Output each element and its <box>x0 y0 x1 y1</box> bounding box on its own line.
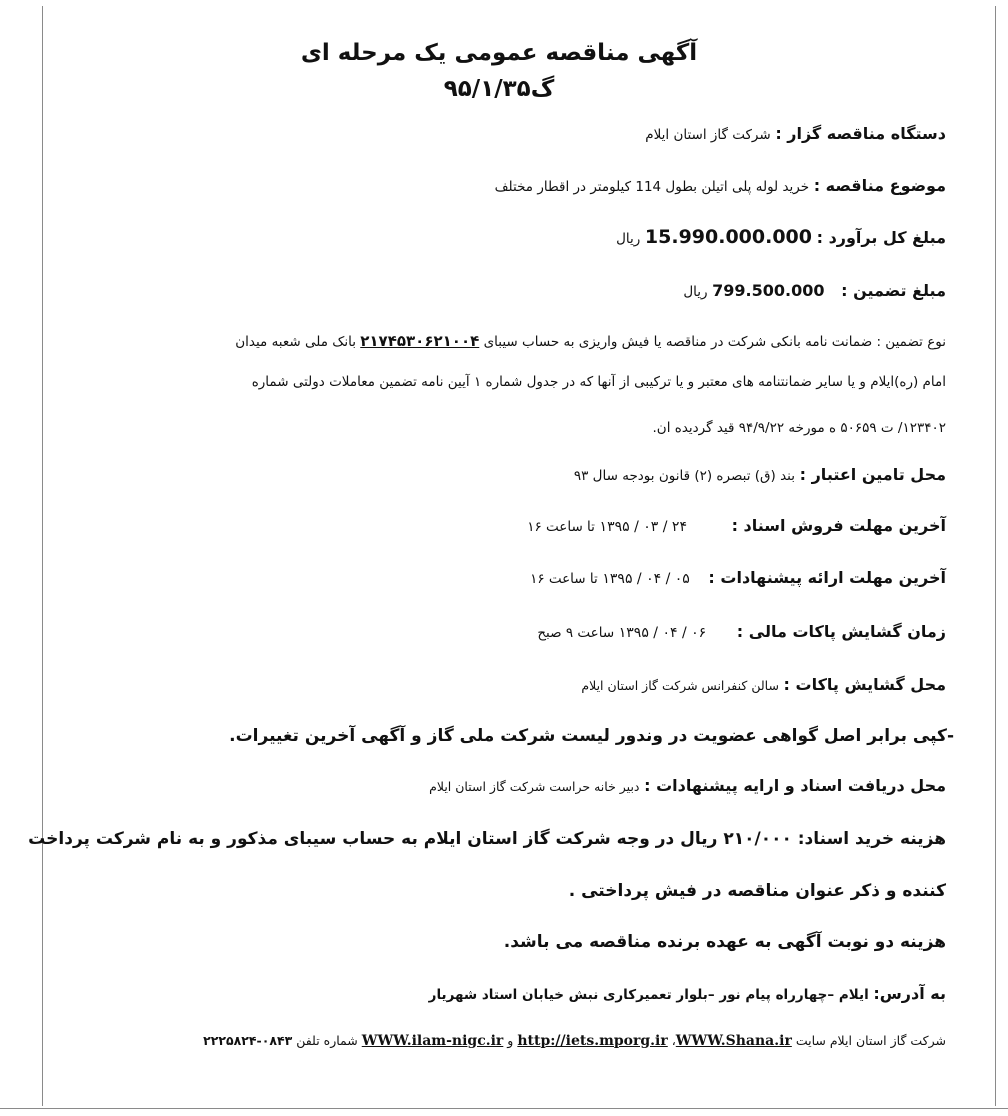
organizer-label: دستگاه مناقصه گزار : <box>775 124 946 143</box>
notice-number: گ۹۵/۱/۳۵ <box>443 76 555 102</box>
sale-deadline-row <box>52 518 946 535</box>
ad-cost: هزینه دو نوبت آگهی به عهده برنده مناقصه می باشد. <box>503 932 946 952</box>
offer-deadline-date: ۰۵ / ۰۴ / ۱۳۹۵ <box>602 571 690 587</box>
phone-label: شماره تلفن <box>296 1033 358 1048</box>
guarantee-type-text-a: نوع تضمین : ضمانت نامه بانکی شرکت در مناقصه یا فیش واریزی به حساب سیبای <box>483 334 946 350</box>
opening-time-date: ۰۶ / ۰۴ / ۱۳۹۵ <box>618 625 707 641</box>
funding-label: محل تامین اعتبار : <box>799 465 946 484</box>
subject-row <box>52 178 946 195</box>
address-value: ایلام –چهارراه پیام نور –بلوار تعمیرکاری نبش خیابان استاد شهریار <box>428 987 869 1003</box>
tender-notice <box>28 0 954 1100</box>
vendor-note: -کپی برابر اصل گواهی عضویت در وندور لیست شرکت ملی گاز و آگهی آخرین تغییرات. <box>229 726 954 746</box>
organizer-value: شرکت گاز استان ایلام <box>645 127 771 143</box>
offer-deadline-time: تا ساعت ۱۶ <box>530 571 598 587</box>
funding-value: بند (ق) تبصره (۲) قانون بودجه سال ۹۳ <box>573 468 796 484</box>
guarantee-label: مبلغ تضمین : <box>841 281 946 300</box>
offer-deadline-label: آخرین مهلت ارائه پیشنهادات : <box>708 568 946 587</box>
address-label: به آدرس: <box>873 984 946 1003</box>
subject-value: خرید لوله پلی اتیلن بطول 114 کیلومتر در اقطار مختلف <box>494 179 810 195</box>
guarantee-type-line1 <box>52 334 946 350</box>
opening-place-row <box>52 677 946 694</box>
document-cost-line1: هزینه خرید اسناد: ۲۱۰/۰۰۰ ریال در وجه شرکت گاز استان ایلام به حساب سیبای مذکور و به نام شرکت پرداخت <box>28 829 946 849</box>
bottom-rule <box>0 1108 1008 1109</box>
footer-and: و <box>507 1033 514 1048</box>
estimate-label: مبلغ کل برآورد : <box>816 228 946 247</box>
notice-title: آگهی مناقصه عمومی یک مرحله ای <box>300 40 698 66</box>
guarantee-type-line2: امام (ره)ایلام و یا سایر ضمانتنامه های معتبر و یا ترکیبی از آنها که در جدول شماره ۱ آیین نامه تضمین معاملات دولتی شماره <box>251 374 946 390</box>
sale-deadline-label: آخرین مهلت فروش اسناد : <box>731 516 946 535</box>
offer-deadline-row <box>52 570 946 587</box>
site-shana-link[interactable]: WWW.Shana.ir <box>675 1033 792 1049</box>
phone-number: ۰۸۴۳-۲۲۲۵۸۲۴ <box>203 1033 293 1048</box>
receipt-place-label: محل دریافت اسناد و ارایه پیشنهادات : <box>644 776 946 795</box>
funding-row <box>52 467 946 484</box>
guarantee-row <box>52 283 946 300</box>
guarantee-amount: 799.500.000 <box>712 281 825 300</box>
receipt-place-row <box>52 778 946 795</box>
sale-deadline-time: تا ساعت ۱۶ <box>527 519 595 535</box>
opening-time-row <box>52 624 946 641</box>
estimate-unit: ریال <box>616 231 641 247</box>
opening-place-value: سالن کنفرانس شرکت گاز استان ایلام <box>581 678 779 693</box>
footer-contact: شرکت گاز استان ایلام سایت WWW.Shana.ir، http://iets.mporg.ir و WWW.ilam-nigc.ir شماره تلفن ۰۸۴۳-۲۲۲۵۸۲۴ <box>203 1033 946 1049</box>
sale-deadline-date: ۲۴ / ۰۳ / ۱۳۹۵ <box>599 519 687 535</box>
guarantee-unit: ریال <box>683 284 708 300</box>
footer-prefix: شرکت گاز استان ایلام سایت <box>795 1033 946 1048</box>
opening-time-value: ساعت ۹ صبح <box>537 625 615 641</box>
address-row <box>52 986 946 1003</box>
guarantee-type-line3: ۱۲۳۴۰۲/ ت ۵۰۶۵۹ ه مورخه ۹۴/۹/۲۲ قید گردیده ان. <box>652 420 946 436</box>
guarantee-type-text-b: بانک ملی شعبه میدان <box>235 334 356 350</box>
receipt-place-value: دبیر خانه حراست شرکت گاز استان ایلام <box>429 779 640 794</box>
subject-label: موضوع مناقصه : <box>813 176 946 195</box>
site-ilam-nigc-link[interactable]: WWW.ilam-nigc.ir <box>361 1033 504 1049</box>
estimate-amount: 15.990.000.000 <box>644 226 812 248</box>
document-cost-line2: کننده و ذکر عنوان مناقصه در فیش پرداختی . <box>568 881 946 901</box>
opening-time-label: زمان گشایش پاکات مالی : <box>736 622 946 641</box>
estimate-row <box>52 228 946 247</box>
organizer-row <box>52 126 946 143</box>
account-number: ۲۱۷۴۵۳۰۶۲۱۰۰۴ <box>360 332 480 350</box>
opening-place-label: محل گشایش پاکات : <box>783 675 946 694</box>
site-iets-link[interactable]: http://iets.mporg.ir <box>517 1033 668 1049</box>
